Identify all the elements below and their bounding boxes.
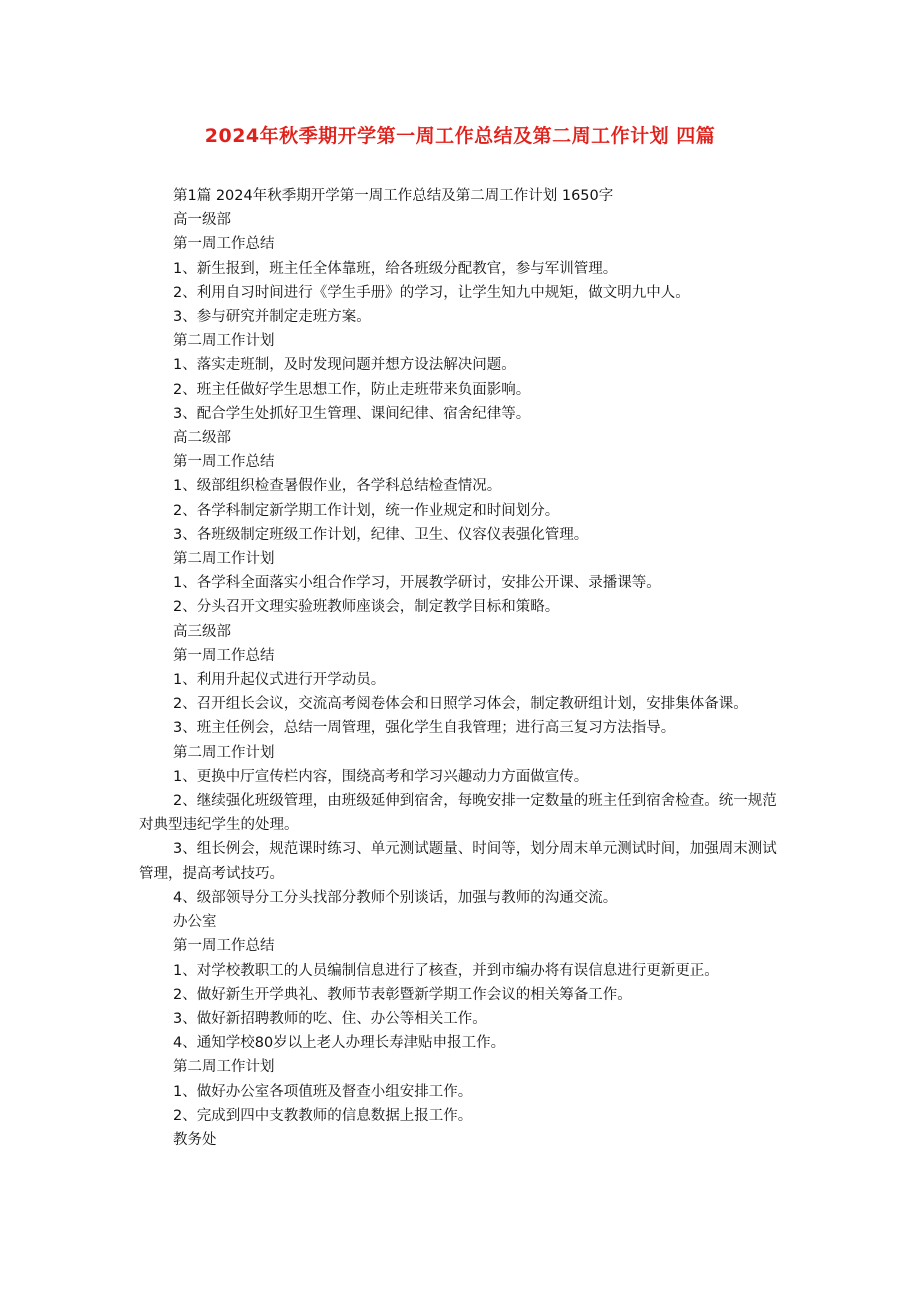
section-heading: 办公室 [173, 914, 217, 931]
paragraph: 1、对学校教职工的人员编制信息进行了核查，并到市编办将有误信息进行更新更正。 [173, 962, 719, 979]
paragraph: 1、各学科全面落实小组合作学习，开展教学研讨，安排公开课、录播课等。 [173, 575, 661, 592]
paragraph: 3、参与研究并制定走班方案。 [173, 309, 371, 326]
subsection-heading: 第一周工作总结 [173, 454, 275, 471]
paragraph: 1、更换中厅宣传栏内容，围绕高考和学习兴趣动力方面做宣传。 [173, 768, 589, 785]
paragraph: 4、通知学校80岁以上老人办理长寿津贴申报工作。 [173, 1035, 506, 1052]
subsection-heading: 第二周工作计划 [173, 551, 275, 568]
section-heading: 教务处 [173, 1131, 217, 1148]
paragraph: 4、级部领导分工分头找部分教师个别谈话，加强与教师的沟通交流。 [173, 889, 618, 906]
section-heading: 高三级部 [173, 623, 231, 640]
paragraph: 3、班主任例会，总结一周管理，强化学生自我管理；进行高三复习方法指导。 [173, 720, 676, 737]
document-body [139, 184, 785, 1152]
document-title: 2024年秋季期开学第一周工作总结及第二周工作计划 四篇 [204, 125, 716, 147]
paragraph: 2、继续强化班级管理，由班级延伸到宿舍，每晚安排一定数量的班主任到宿舍检查。统一规范对典型违纪学生的处理。 [139, 793, 777, 834]
paragraph: 2、做好新生开学典礼、教师节表彰暨新学期工作会议的相关筹备工作。 [173, 986, 632, 1003]
subsection-heading: 第一周工作总结 [173, 647, 275, 664]
paragraph: 1、新生报到，班主任全体靠班，给各班级分配教官，参与军训管理。 [173, 260, 618, 277]
paragraph: 2、召开组长会议，交流高考阅卷体会和日照学习体会，制定教研组计划，安排集体备课。 [173, 696, 748, 713]
subsection-heading: 第二周工作计划 [173, 333, 275, 350]
paragraph: 3、组长例会，规范课时练习、单元测试题量、时间等，划分周末单元测试时间，加强周末测试管理，提高考试技巧。 [139, 841, 777, 882]
paragraph: 3、各班级制定班级工作计划，纪律、卫生、仪容仪表强化管理。 [173, 526, 589, 543]
subsection-heading: 第一周工作总结 [173, 938, 275, 955]
paragraph: 2、完成到四中支教教师的信息数据上报工作。 [173, 1107, 473, 1124]
subsection-heading: 第一周工作总结 [173, 236, 275, 253]
subsection-heading: 第二周工作计划 [173, 1059, 275, 1076]
paragraph: 第1篇 2024年秋季期开学第一周工作总结及第二周工作计划 1650字 [173, 188, 614, 204]
section-heading: 高二级部 [173, 430, 231, 447]
subsection-heading: 第二周工作计划 [173, 744, 275, 761]
paragraph: 2、班主任做好学生思想工作，防止走班带来负面影响。 [173, 381, 531, 398]
section-heading: 高一级部 [173, 212, 231, 229]
paragraph: 2、分头召开文理实验班教师座谈会，制定教学目标和策略。 [173, 599, 560, 616]
paragraph: 2、利用自习时间进行《学生手册》的学习，让学生知九中规矩，做文明九中人。 [173, 284, 690, 301]
paragraph: 3、配合学生处抓好卫生管理、课间纪律、宿舍纪律等。 [173, 405, 531, 422]
paragraph: 1、利用升起仪式进行开学动员。 [173, 672, 386, 689]
paragraph: 1、做好办公室各项值班及督查小组安排工作。 [173, 1083, 473, 1100]
paragraph: 1、落实走班制，及时发现问题并想方设法解决问题。 [173, 357, 516, 374]
paragraph: 2、各学科制定新学期工作计划，统一作业规定和时间划分。 [173, 502, 560, 519]
paragraph: 3、做好新招聘教师的吃、住、办公等相关工作。 [173, 1010, 487, 1027]
paragraph: 1、级部组织检查暑假作业，各学科总结检查情况。 [173, 478, 502, 495]
